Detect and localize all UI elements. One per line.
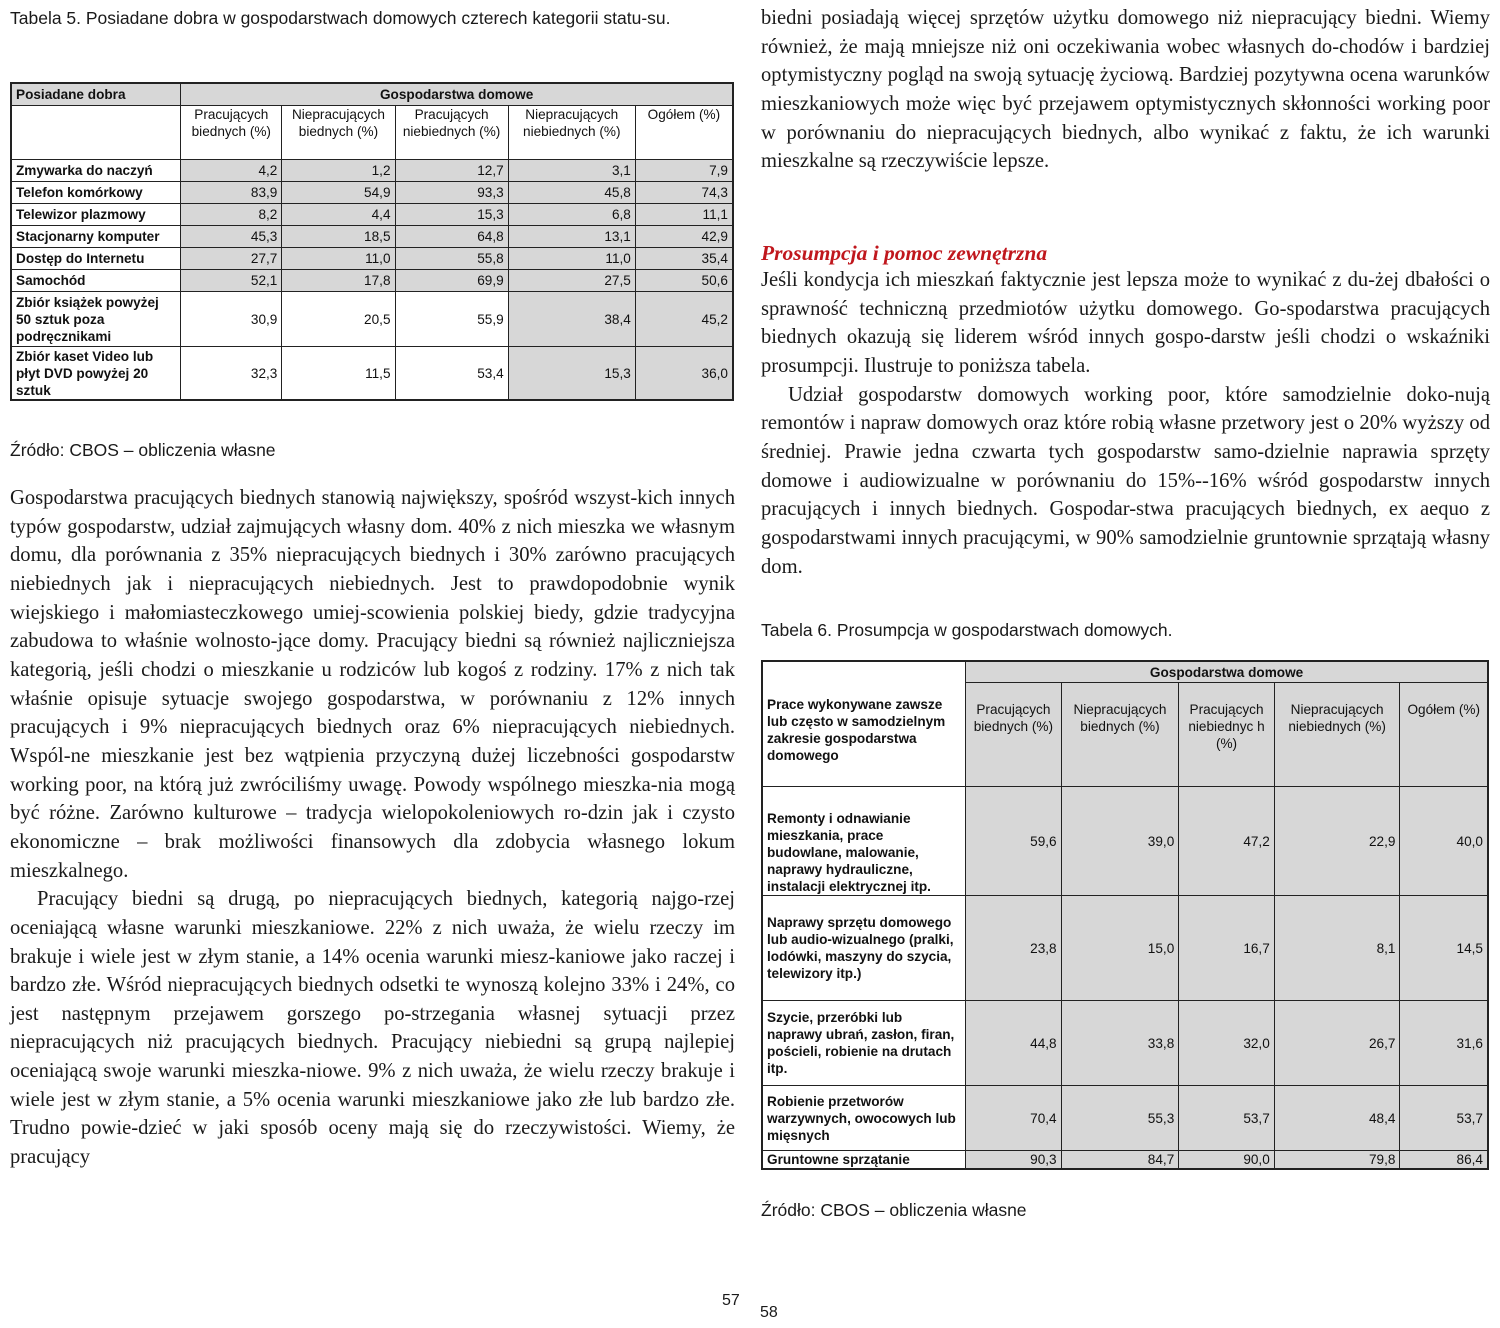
right-section-text xyxy=(761,266,1490,581)
table6-source: Źródło: CBOS – obliczenia własne xyxy=(761,1200,1027,1220)
table6-cell: 8,1 xyxy=(1274,896,1400,1001)
table5-row-label: Zbiór książek powyżej 50 sztuk poza podręcznikami xyxy=(11,292,181,347)
table5-cell: 38,4 xyxy=(508,292,635,347)
table5-corner-label: Posiadane dobra xyxy=(11,83,181,106)
table6 xyxy=(761,660,1489,1170)
table-row xyxy=(11,248,733,270)
table5-cell: 3,1 xyxy=(508,160,635,182)
table5-col-header: Niepracujących niebiednych (%) xyxy=(508,106,635,160)
table-row xyxy=(11,347,733,401)
table6-col-header: Niepracujących niebiednych (%) xyxy=(1274,683,1400,787)
table6-col-header: Niepracujących biednych (%) xyxy=(1061,683,1179,787)
table6-cell: 15,0 xyxy=(1061,896,1179,1001)
table5-cell: 15,3 xyxy=(508,347,635,401)
table6-cell: 53,7 xyxy=(1400,1086,1488,1151)
table5-cell: 13,1 xyxy=(508,226,635,248)
table6-cell: 86,4 xyxy=(1400,1151,1488,1170)
table5-row-label: Telefon komórkowy xyxy=(11,182,181,204)
table-row xyxy=(762,787,1488,896)
table5-cell: 20,5 xyxy=(282,292,395,347)
page-number: 57 xyxy=(722,1292,740,1309)
table5-cell: 55,9 xyxy=(395,292,508,347)
table6-row-label: Robienie przetworów warzywnych, owocowych lub mięsnych xyxy=(762,1086,966,1151)
table5-cell: 1,2 xyxy=(282,160,395,182)
table6-row-label: Gruntowne sprzątanie xyxy=(762,1151,966,1170)
table5-cell: 17,8 xyxy=(282,270,395,292)
table5 xyxy=(10,82,734,401)
table6-cell: 48,4 xyxy=(1274,1086,1400,1151)
table5-cell: 50,6 xyxy=(635,270,733,292)
table5-col-header: Ogółem (%) xyxy=(635,106,733,160)
table5-cell: 11,5 xyxy=(282,347,395,401)
table5-cell: 53,4 xyxy=(395,347,508,401)
paragraph: Pracujący biedni są drugą, po niepracujących biednych, kategorią najgo-rzej oceniającą własne warunki mieszkaniowe. 22% z nich uważa, że wielu rzeczy im brakuje i wiele jest w złym stanie, a 14% ocenia warunki miesz-kaniowe jako raczej i bardzo złe. Wśród niepracujących biednych odsetki te wynoszą kolejno 33% i 24%, co jest następnym przejawem gorszego po-strzegania własnej sytuacji przez niepracujących niż pracujących biednych. Pracujący niebiedni są grupą najlepiej oceniającą swoje warunki mieszka-niowe. 9% z nich uważa, że wielu rzeczy brakuje i wiele jest w złym stanie, a 5% ocenia warunki mieszkaniowe jako złe lub bardzo złe. Trudno powie-dzieć w jaki sposób oceny mają się do rzeczywistości. Wiemy, że pracujący xyxy=(10,888,735,1169)
table5-cell: 30,9 xyxy=(181,292,282,347)
table5-row-label: Zmywarka do naczyń xyxy=(11,160,181,182)
table5-cell: 45,2 xyxy=(635,292,733,347)
table-row xyxy=(11,160,733,182)
table5-cell: 93,3 xyxy=(395,182,508,204)
paragraph: biedni posiadają więcej sprzętów użytku domowego niż niepracujący biedni. Wiemy również, że mają mniejsze niż oni oczekiwania wobec własnych do-chodów i bardziej optymistyczny pogląd na swoją sytuację życiową. Bardziej pozytywna ocena warunków mieszkaniowych może więc być przejawem optymistycznych skłonności working poor w porównaniu do niepracujących biednych, albo wynikać z faktu, że ich warunki mieszkalne są rzeczywiście lepsze. xyxy=(761,7,1490,173)
table6-cell: 59,6 xyxy=(966,787,1062,896)
table5-cell: 54,9 xyxy=(282,182,395,204)
table5-cell: 83,9 xyxy=(181,182,282,204)
table6-row-label: Remonty i odnawianie mieszkania, prace budowlane, malowanie, naprawy hydrauliczne, instalacji elektrycznej itp. xyxy=(762,787,966,896)
table6-cell: 44,8 xyxy=(966,1001,1062,1086)
table5-cell: 64,8 xyxy=(395,226,508,248)
table5-cell: 27,7 xyxy=(181,248,282,270)
table6-col-header: Pracujących niebiednyc h (%) xyxy=(1179,683,1275,787)
table5-row-label: Samochód xyxy=(11,270,181,292)
table5-cell: 69,9 xyxy=(395,270,508,292)
table5-caption: Tabela 5. Posiadane dobra w gospodarstwach domowych czterech kategorii statu-su. xyxy=(10,8,671,28)
paragraph: Udział gospodarstw domowych working poor, które samodzielnie doko-nują remontów i napraw domowych oraz które robią własne przetwory jest o 20% wyższy od średniej. Prawie jedna czwarta tych gospodarstw samo-dzielnie naprawia sprzęty domowe i audiowizualne w porównaniu do 15%--16% wśród gospodarstw innych pracujących i innych biednych. Gospodar-stwa pracujących biednych, ex aequo z gospodarstwami innych pracującymi, w 90% samodzielnie gruntownie sprzątają własny dom. xyxy=(761,383,1490,578)
table6-cell: 90,0 xyxy=(1179,1151,1275,1170)
table6-cell: 26,7 xyxy=(1274,1001,1400,1086)
paragraph: Gospodarstwa pracujących biednych stanowią największy, spośród wszyst-kich innych typów gospodarstw, udział zajmujących własny dom. 40% z nich mieszka we własnym domu, dla porównania z 35% niepracujących biednych i 30% zarówno pracujących niebiednych jak i niepracujących niebiednych. Jest to prawdopodobnie wynik wiejskiego i małomiasteczkowego umiej-scowienia polskiej biedy, gdzie tradycyjna zabudowa to właśnie wolnosto-jące domy. Pracujący biedni są również najliczniejsza kategorią, jeśli chodzi o mieszkanie u rodziców lub kogoś z rodziny. 17% z nich tak właśnie opisuje sytuacje swojego gospodarstwa, w porównaniu z 12% innych pracujących i 9% niepracujących biednych oraz 6% niepracujących niebiednych. Wspól-ne mieszkanie jest bez wątpienia przyczyną dużej liczebności gospodarstw working poor, na którą już zwróciliśmy uwagę. Powody wspólnego mieszka-nia mogą być różne. Zarówno kulturowe – tradycja wielopokoleniowych ro-dzin jak i czysto ekonomiczne – brak możliwości finansowych dla zdobycia własnego lokum mieszkalnego. xyxy=(10,487,735,882)
table5-cell: 4,4 xyxy=(282,204,395,226)
table6-group-label: Gospodarstwa domowe xyxy=(966,661,1488,683)
table5-cell: 12,7 xyxy=(395,160,508,182)
table5-cell: 15,3 xyxy=(395,204,508,226)
section-heading: Prosumpcja i pomoc zewnętrzna xyxy=(761,241,1048,265)
table5-col-header: Niepracujących biednych (%) xyxy=(282,106,395,160)
table6-cell: 31,6 xyxy=(1400,1001,1488,1086)
table6-row-label: Szycie, przeróbki lub naprawy ubrań, zasłon, firan, pościeli, robienie na drutach itp. xyxy=(762,1001,966,1086)
table5-cell: 11,0 xyxy=(508,248,635,270)
table6-cell: 39,0 xyxy=(1061,787,1179,896)
table5-source: Źródło: CBOS – obliczenia własne xyxy=(10,440,276,460)
table5-cell: 32,3 xyxy=(181,347,282,401)
table5-corner-blank xyxy=(11,106,181,160)
table-row xyxy=(11,270,733,292)
table5-cell: 8,2 xyxy=(181,204,282,226)
table5-cell: 74,3 xyxy=(635,182,733,204)
table6-col-header: Ogółem (%) xyxy=(1400,683,1488,787)
page-number: 58 xyxy=(760,1304,778,1321)
table6-cell: 14,5 xyxy=(1400,896,1488,1001)
table6-cell: 22,9 xyxy=(1274,787,1400,896)
table5-cell: 52,1 xyxy=(181,270,282,292)
table6-cell: 40,0 xyxy=(1400,787,1488,896)
table6-cell: 23,8 xyxy=(966,896,1062,1001)
table5-row-label: Stacjonarny komputer xyxy=(11,226,181,248)
table-row xyxy=(762,1001,1488,1086)
table5-col-header: Pracujących biednych (%) xyxy=(181,106,282,160)
table5-group-label: Gospodarstwa domowe xyxy=(181,83,733,106)
table5-row-label: Dostęp do Internetu xyxy=(11,248,181,270)
table6-cell: 53,7 xyxy=(1179,1086,1275,1151)
table6-cell: 90,3 xyxy=(966,1151,1062,1170)
left-body-text xyxy=(10,484,735,1172)
table5-row-label: Telewizor plazmowy xyxy=(11,204,181,226)
table5-cell: 42,9 xyxy=(635,226,733,248)
table5-cell: 36,0 xyxy=(635,347,733,401)
table6-cell: 16,7 xyxy=(1179,896,1275,1001)
table-row xyxy=(11,226,733,248)
table5-cell: 27,5 xyxy=(508,270,635,292)
table6-caption: Tabela 6. Prosumpcja w gospodarstwach domowych. xyxy=(761,620,1173,640)
table6-cell: 33,8 xyxy=(1061,1001,1179,1086)
table5-cell: 35,4 xyxy=(635,248,733,270)
table5-cell: 11,1 xyxy=(635,204,733,226)
table5-cell: 11,0 xyxy=(282,248,395,270)
table5-cell: 55,8 xyxy=(395,248,508,270)
table-row xyxy=(11,292,733,347)
table6-cell: 32,0 xyxy=(1179,1001,1275,1086)
table5-cell: 18,5 xyxy=(282,226,395,248)
table5-cell: 7,9 xyxy=(635,160,733,182)
table-row xyxy=(11,204,733,226)
table6-cell: 84,7 xyxy=(1061,1151,1179,1170)
table6-cell: 79,8 xyxy=(1274,1151,1400,1170)
table5-col-header: Pracujących niebiednych (%) xyxy=(395,106,508,160)
table6-cell: 47,2 xyxy=(1179,787,1275,896)
table-row xyxy=(11,182,733,204)
table5-cell: 6,8 xyxy=(508,204,635,226)
paragraph: Jeśli kondycja ich mieszkań faktycznie jest lepsza może to wynikać z du-żej dbałości o sprawność techniczną przedmiotów użytku domowego. Go-spodarstwa pracujących biednych okazują się liderem wśród innych gospo-darstw jeśli chodzi o wskaźniki prosumpcji. Ilustruje to poniższa tabela. xyxy=(761,269,1490,377)
table5-row-label: Zbiór kaset Video lub płyt DVD powyżej 20 sztuk xyxy=(11,347,181,401)
table6-cell: 70,4 xyxy=(966,1086,1062,1151)
right-top-text xyxy=(761,4,1490,176)
table5-cell: 4,2 xyxy=(181,160,282,182)
table6-corner-label: Prace wykonywane zawsze lub często w samodzielnym zakresie gospodarstwa domowego xyxy=(762,661,966,787)
table6-col-header: Pracujących biednych (%) xyxy=(966,683,1062,787)
table-row xyxy=(762,1086,1488,1151)
table-row xyxy=(762,1151,1488,1170)
table5-cell: 45,8 xyxy=(508,182,635,204)
table6-cell: 55,3 xyxy=(1061,1086,1179,1151)
table-row xyxy=(762,896,1488,1001)
table6-row-label: Naprawy sprzętu domowego lub audio-wizualnego (pralki, lodówki, maszyny do szycia, telewizory itp.) xyxy=(762,896,966,1001)
table5-cell: 45,3 xyxy=(181,226,282,248)
